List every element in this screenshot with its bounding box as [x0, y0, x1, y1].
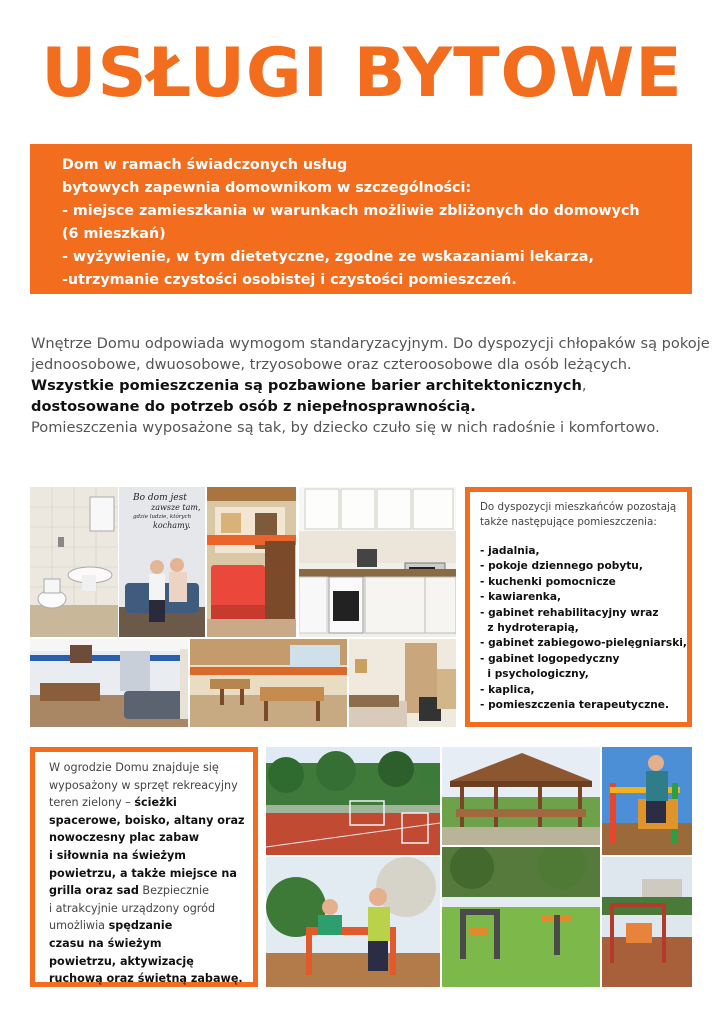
- rooms-intro: Do dyspozycji mieszkańców pozostają: [480, 501, 677, 513]
- list-item: - kaplica,: [480, 683, 535, 696]
- services-box: [30, 144, 692, 294]
- cafe-room-photo: [207, 487, 296, 637]
- services-line: - wyżywienie, w tym dietetyczne, zgodne ze wskazaniami lekarza,: [62, 249, 594, 265]
- garden-line: czasu na świeżym: [49, 936, 162, 950]
- living-room-photo: [30, 639, 188, 727]
- list-item: - gabinet logopedyczny: [480, 652, 620, 665]
- intro-line: Wnętrze Domu odpowiada wymogom standaryzacyjnym. Do dyspozycji chłopaków są pokoje: [31, 335, 710, 352]
- intro-line: jednoosobowe, dwuosobowe, trzyosobowe oraz czteroosobowe dla osób leżących.: [31, 356, 632, 373]
- intro-bold-tail: ,: [581, 377, 587, 394]
- list-item: - jadalnia,: [480, 545, 540, 557]
- garden-line: nowoczesny plac zabaw: [49, 831, 200, 845]
- swings-photo: [602, 857, 692, 987]
- intro-line: Pomieszczenia wyposażone są tak, by dziecko czuło się w nich radośnie i komfortowo.: [31, 419, 660, 436]
- garden-line: W ogrodzie Domu znajduje się: [49, 761, 219, 774]
- rooms-intro: także następujące pomieszczenia:: [480, 516, 657, 528]
- garden-line: ruchową oraz świetną zabawę.: [49, 972, 243, 986]
- intro-bold-line: dostosowane do potrzeb osób z niepełnosprawnością.: [31, 398, 476, 415]
- rooms-list-box: [465, 487, 692, 727]
- garden-line: [49, 917, 247, 935]
- garden-bold-text: grilla oraz sad: [49, 884, 139, 898]
- list-item: - kawiarenka,: [480, 591, 562, 604]
- services-line: Dom w ramach świadczonych usług: [62, 157, 348, 173]
- wall-quote-line: zawsze tam,: [151, 503, 201, 512]
- services-line: (6 mieszkań): [62, 226, 166, 242]
- list-item: z hydroterapią,: [480, 622, 579, 635]
- child-playground-photo: [602, 747, 692, 855]
- garden-line: spacerowe, boisko, altany oraz: [49, 813, 245, 827]
- garden-text: teren zielony –: [49, 796, 135, 810]
- bedroom-photo: [349, 639, 456, 727]
- list-item: i psychologiczny,: [480, 668, 589, 681]
- kitchen-photo: [299, 487, 456, 637]
- garden-line: wyposażony w sprzęt rekreacyjny: [49, 778, 238, 792]
- garden-line: i atrakcyjnie urządzony ogród: [49, 901, 216, 915]
- services-line: bytowych zapewnia domownikom w szczególności:: [62, 180, 472, 196]
- garden-line: i siłownia na świeżym: [49, 848, 186, 862]
- garden-bold-text: spędzanie: [108, 919, 173, 933]
- list-item: - gabinet zabiegowo-pielęgniarski,: [480, 637, 687, 650]
- garden-text: Bezpiecznie: [138, 884, 210, 898]
- list-item: - gabinet rehabilitacyjny wraz: [480, 606, 659, 619]
- garden-line: powietrzu, aktywizację: [49, 954, 194, 968]
- list-item: - pomieszczenia terapeutyczne.: [480, 699, 670, 712]
- family-playground-photo: [266, 857, 440, 987]
- services-line: - miejsce zamieszkania w warunkach możliwie zbliżonych do domowych: [62, 203, 640, 219]
- intro-bold-text: Wszystkie pomieszczenia są pozbawione barier architektonicznych: [31, 377, 582, 394]
- page-title: USŁUGI BYTOWE: [41, 34, 683, 113]
- bathroom-photo: [30, 487, 118, 637]
- dining-room-photo: [190, 639, 347, 727]
- gazebo-photo: [442, 747, 600, 845]
- wall-quote-line: kochamy.: [153, 521, 191, 530]
- garden-line: powietrzu, a także miejsce na: [49, 866, 237, 880]
- garden-bold-text: ścieżki: [134, 796, 177, 810]
- list-item: - pokoje dziennego pobytu,: [480, 560, 643, 573]
- outdoor-gym-photo: [442, 847, 600, 987]
- garden-line: [49, 882, 247, 900]
- rooms-list: [480, 544, 687, 713]
- sports-field-photo: [266, 747, 440, 855]
- garden-text-box: [30, 747, 258, 987]
- services-line: -utrzymanie czystości osobistej i czystości pomieszczeń.: [62, 272, 517, 288]
- intro-bold-line: [31, 375, 697, 396]
- wall-quote-photo: [119, 487, 205, 637]
- list-item: - kuchenki pomocnicze: [480, 575, 616, 588]
- garden-text: umożliwia: [49, 919, 109, 933]
- intro-paragraph: [31, 333, 710, 438]
- wall-quote-line: Bo dom jest: [133, 493, 187, 503]
- wall-quote: [133, 493, 203, 531]
- garden-line: [49, 794, 247, 812]
- wall-quote-line: gdzie ludzie, których: [133, 514, 192, 520]
